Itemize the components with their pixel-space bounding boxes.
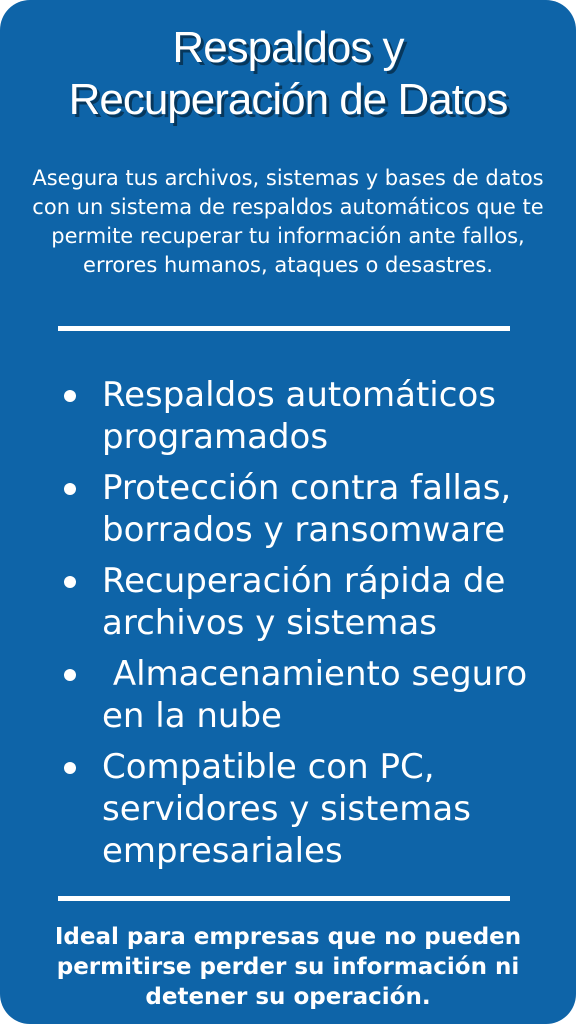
title-line-2: Recuperación de Datos [68, 75, 508, 124]
bullet-icon [64, 576, 76, 588]
intro-text: Asegura tus archivos, sistemas y bases de datos con un sistema de respaldos automáticos que te permite recuperar tu información ante fallos, errores humanos, ataques o desastres. [32, 166, 544, 277]
feature-item [0, 746, 576, 872]
bottom-divider [58, 896, 510, 901]
feature-text: Protección contra fallas, borrados y ransomware [102, 468, 512, 550]
feature-text: Recuperación rápida de archivos y sistemas [102, 561, 506, 643]
feature-list [0, 374, 576, 881]
bullet-icon [64, 483, 76, 495]
closing-statement: Ideal para empresas que no pueden permitirse perder su información ni detener su operación. [54, 924, 522, 1010]
feature-text: Respaldos automáticos programados [102, 375, 496, 457]
page-title [0, 22, 576, 126]
feature-item [0, 467, 576, 551]
bullet-icon [64, 390, 76, 402]
feature-text: Compatible con PC, servidores y sistemas empresariales [102, 747, 471, 871]
title-line-1: Respaldos y [172, 23, 404, 72]
top-divider [58, 326, 510, 331]
feature-item [0, 560, 576, 644]
feature-item [0, 653, 576, 737]
bullet-icon [64, 762, 76, 774]
bullet-icon [64, 669, 76, 681]
feature-item [0, 374, 576, 458]
feature-text: Almacenamiento seguro en la nube [102, 654, 539, 736]
